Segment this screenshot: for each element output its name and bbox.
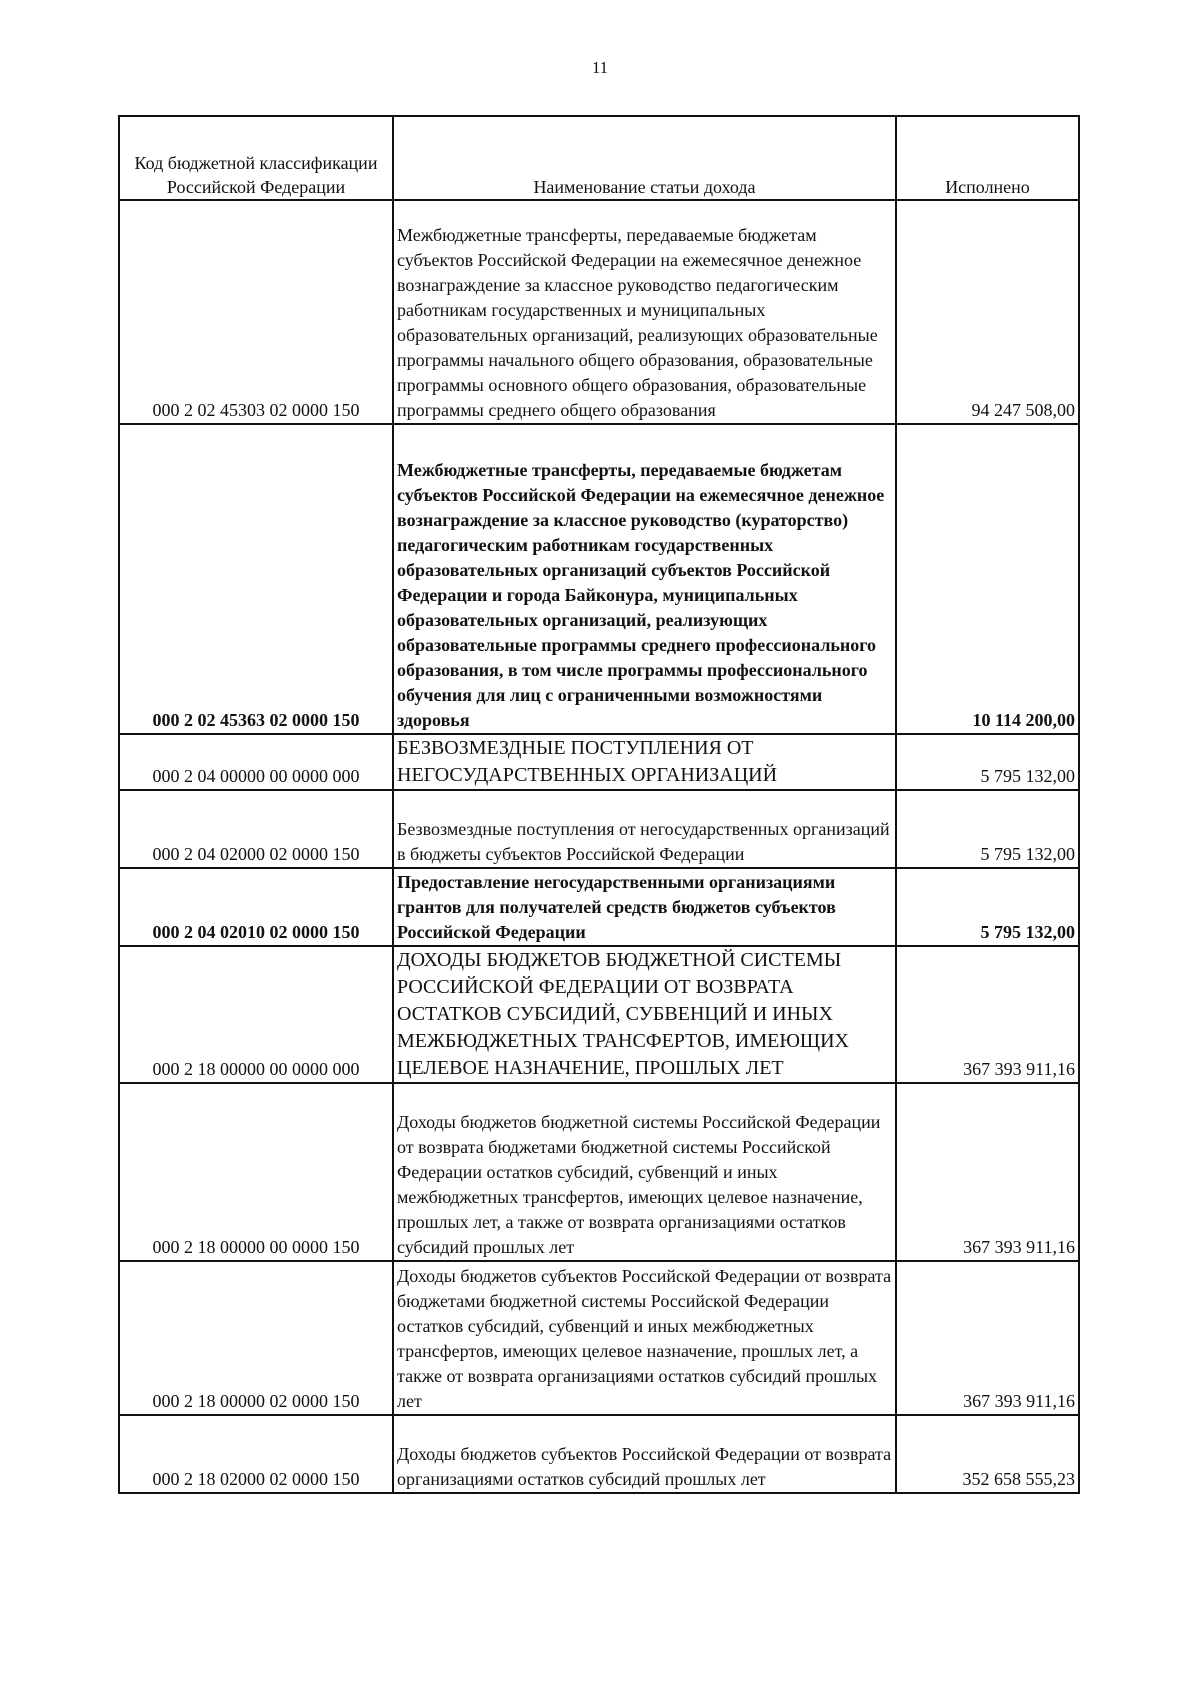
header-name: Наименование статьи дохода bbox=[393, 116, 896, 200]
row-name: Межбюджетные трансферты, передаваемые бюджетам субъектов Российской Федерации на ежемесячное денежное вознаграждение за классное руководство педагогическим работникам государственных и муниципальных образовательных организаций, реализующих образовательные программы начального общего образования, образовательные программы основного общего образования, образовательные программы среднего общего образования bbox=[393, 200, 896, 424]
table-row bbox=[119, 1415, 1079, 1493]
row-name: БЕЗВОЗМЕЗДНЫЕ ПОСТУПЛЕНИЯ ОТ НЕГОСУДАРСТВЕННЫХ ОРГАНИЗАЦИЙ bbox=[393, 734, 896, 790]
header-code: Код бюджетной классификации Российской Федерации bbox=[119, 116, 393, 200]
row-amount: 367 393 911,16 bbox=[896, 946, 1079, 1083]
row-code: 000 2 02 45363 02 0000 150 bbox=[119, 424, 393, 734]
row-name: Доходы бюджетов бюджетной системы Российской Федерации от возврата бюджетами бюджетной системы Российской Федерации остатков субсидий, субвенций и иных межбюджетных трансфертов, имеющих целевое назначение, прошлых лет, а также от возврата организациями остатков субсидий прошлых лет bbox=[393, 1083, 896, 1261]
row-amount: 5 795 132,00 bbox=[896, 734, 1079, 790]
row-code: 000 2 04 02010 02 0000 150 bbox=[119, 868, 393, 946]
table-row bbox=[119, 1261, 1079, 1415]
row-code: 000 2 02 45303 02 0000 150 bbox=[119, 200, 393, 424]
row-code: 000 2 04 00000 00 0000 000 bbox=[119, 734, 393, 790]
table-row bbox=[119, 200, 1079, 424]
table-row bbox=[119, 790, 1079, 868]
table-row bbox=[119, 868, 1079, 946]
row-code: 000 2 18 02000 02 0000 150 bbox=[119, 1415, 393, 1493]
row-code: 000 2 18 00000 00 0000 150 bbox=[119, 1083, 393, 1261]
row-name: Предоставление негосударственными организациями грантов для получателей средств бюджетов субъектов Российской Федерации bbox=[393, 868, 896, 946]
table-row bbox=[119, 734, 1079, 790]
row-name: ДОХОДЫ БЮДЖЕТОВ БЮДЖЕТНОЙ СИСТЕМЫ РОССИЙСКОЙ ФЕДЕРАЦИИ ОТ ВОЗВРАТА ОСТАТКОВ СУБСИДИЙ, СУБВЕНЦИЙ И ИНЫХ МЕЖБЮДЖЕТНЫХ ТРАНСФЕРТОВ, ИМЕЮЩИХ ЦЕЛЕВОЕ НАЗНАЧЕНИЕ, ПРОШЛЫХ ЛЕТ bbox=[393, 946, 896, 1083]
row-amount: 5 795 132,00 bbox=[896, 868, 1079, 946]
row-name: Доходы бюджетов субъектов Российской Федерации от возврата организациями остатков субсидий прошлых лет bbox=[393, 1415, 896, 1493]
table-row bbox=[119, 424, 1079, 734]
table-row bbox=[119, 946, 1079, 1083]
row-code: 000 2 04 02000 02 0000 150 bbox=[119, 790, 393, 868]
row-name: Межбюджетные трансферты, передаваемые бюджетам субъектов Российской Федерации на ежемесячное денежное вознаграждение за классное руководство (кураторство) педагогическим работникам государственных образовательных организаций субъектов Российской Федерации и города Байконура, муниципальных образовательных организаций, реализующих образовательные программы среднего профессионального образования, в том числе программы профессионального обучения для лиц с ограниченными возможностями здоровья bbox=[393, 424, 896, 734]
row-name: Безвозмездные поступления от негосударственных организаций в бюджеты субъектов Российской Федерации bbox=[393, 790, 896, 868]
table-row bbox=[119, 1083, 1079, 1261]
row-code: 000 2 18 00000 02 0000 150 bbox=[119, 1261, 393, 1415]
row-name: Доходы бюджетов субъектов Российской Федерации от возврата бюджетами бюджетной системы Российской Федерации остатков субсидий, субвенций и иных межбюджетных трансфертов, имеющих целевое назначение, прошлых лет, а также от возврата организациями остатков субсидий прошлых лет bbox=[393, 1261, 896, 1415]
page-number: 11 bbox=[591, 58, 609, 77]
table-header-row bbox=[119, 116, 1079, 200]
row-amount: 10 114 200,00 bbox=[896, 424, 1079, 734]
row-amount: 352 658 555,23 bbox=[896, 1415, 1079, 1493]
budget-revenue-table bbox=[118, 115, 1080, 1494]
row-amount: 5 795 132,00 bbox=[896, 790, 1079, 868]
header-amount: Исполнено bbox=[896, 116, 1079, 200]
row-amount: 367 393 911,16 bbox=[896, 1083, 1079, 1261]
row-code: 000 2 18 00000 00 0000 000 bbox=[119, 946, 393, 1083]
row-amount: 94 247 508,00 bbox=[896, 200, 1079, 424]
row-amount: 367 393 911,16 bbox=[896, 1261, 1079, 1415]
